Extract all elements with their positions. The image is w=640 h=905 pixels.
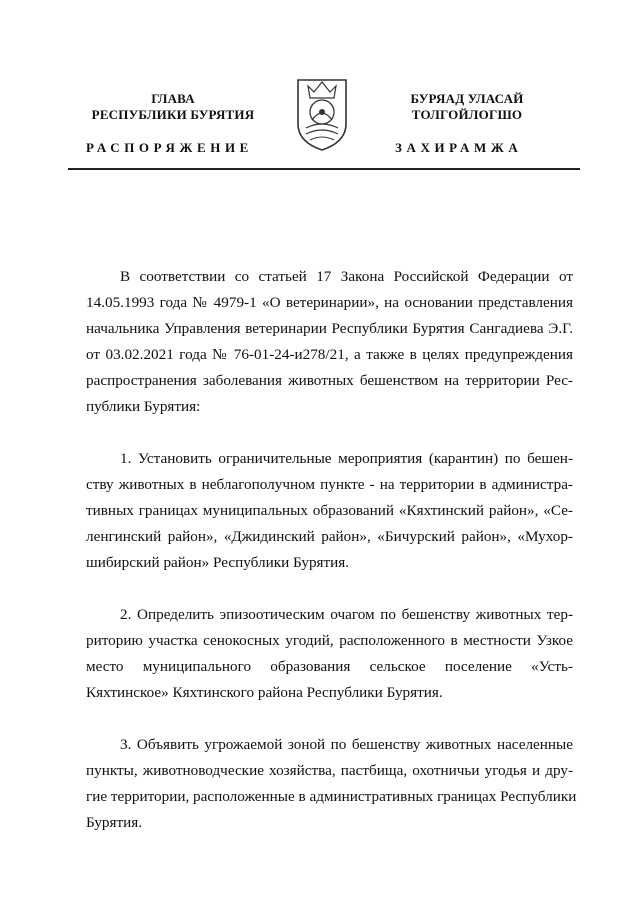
item-paragraph-1 — [86, 446, 573, 576]
text-line: гие территории, расположенные в административных границах Республики — [86, 788, 577, 805]
text-line: 1. Установить ограничительные мероприятия (карантин) по бешен- — [120, 450, 573, 467]
item-paragraph-2 — [86, 602, 573, 706]
text-line: пункты, животноводческие хозяйства, пастбища, охотничьи угодья и дру- — [86, 762, 573, 779]
text-line: В соответствии со статьей 17 Закона Российской Федерации от — [120, 268, 573, 285]
text-line: 14.05.1993 года № 4979-1 «О ветеринарии», на основании представления — [86, 294, 573, 311]
issuer-title-russian — [78, 91, 268, 123]
text-line: Бурятия. — [86, 814, 143, 831]
issuer-line-1: БУРЯАД УЛАСАЙ — [410, 91, 524, 106]
item-paragraph-3 — [86, 732, 577, 836]
issuer-line-1: ГЛАВА — [151, 91, 195, 106]
coat-of-arms-icon — [294, 72, 350, 152]
document-type-buryat: ЗАХИРАМЖА — [395, 140, 523, 155]
issuer-line-2: РЕСПУБЛИКИ БУРЯТИЯ — [91, 107, 255, 122]
text-line: 2. Определить эпизоотическим очагом по бешенству животных тер- — [120, 606, 573, 623]
text-line: тивных границах муниципальных образований «Кяхтинский район», «Се- — [86, 502, 573, 519]
document-body — [86, 264, 577, 836]
text-line: риторию участка сенокосных угодий, расположенного в местности Узкое — [86, 632, 573, 649]
issuer-title-buryat — [372, 91, 562, 123]
text-line: ленгинский район», «Джидинский район», «Бичурский район», «Мухор- — [86, 528, 573, 545]
issuer-line-2: ТОЛГОЙЛОГШО — [411, 107, 523, 122]
text-line: ству животных в неблагополучном пункте - на территории в администра- — [86, 476, 573, 493]
preamble-paragraph — [86, 264, 573, 420]
header-divider — [68, 168, 580, 170]
document-type-russian: РАСПОРЯЖЕНИЕ — [86, 140, 253, 155]
text-line: 3. Объявить угрожаемой зоной по бешенству животных населенные — [120, 736, 573, 753]
text-line: распространения заболевания животных бешенством на территории Рес- — [86, 372, 573, 389]
text-line: шибирский район» Республики Бурятия. — [86, 554, 350, 571]
text-line: начальника Управления ветеринарии Республики Бурятия Сангадиева Э.Г. — [86, 320, 573, 337]
text-line: место муниципального образования сельское поселение «Усть- — [86, 658, 573, 675]
text-line: Кяхтинское» Кяхтинского района Республики Бурятия. — [86, 684, 443, 701]
text-line: публики Бурятия: — [86, 398, 201, 415]
text-line: от 03.02.2021 года № 76-01-24-и278/21, а также в целях предупреждения — [86, 346, 573, 363]
